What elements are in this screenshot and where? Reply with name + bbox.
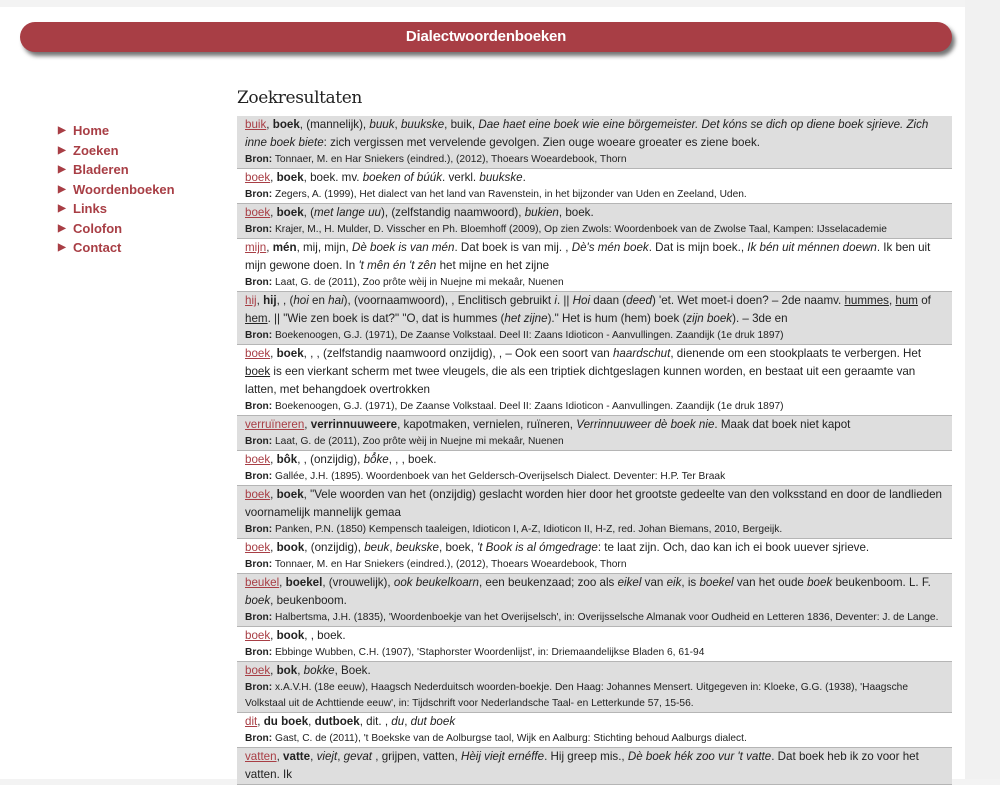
source-text: x.A.V.H. (18e eeuw), Haagsch Nederduitsch woorden-boekje. Den Haag: Johannes Mensert. Uitgegeven in: Kloeke, G.G. (1938), 'Haagsche Volkstaal uit de Achttiende eeuw', in: Tijdschrift voor Nederlandsche Taal- en Letterkunde 57, 15-56. — [245, 682, 908, 709]
entry-source — [245, 222, 944, 238]
triangle-right-icon: ▶ — [58, 144, 66, 156]
site-banner[interactable] — [20, 22, 952, 52]
entry-text-segment: , beukenboom. — [270, 594, 347, 607]
italic-text: Hoi — [572, 294, 591, 307]
entry-link[interactable]: beukel — [245, 576, 280, 589]
entry-text — [245, 416, 944, 434]
italic-text: Dè boek hék zoo vur 't vatte — [627, 750, 772, 763]
source-text: Krajer, M., H. Mulder, D. Visscher en Ph. Bloemhoff (2009), Op zien Zwols: Woordenboek van de Zwolse Taal, Kampen: IJsselacademie — [275, 224, 887, 235]
entry-text-segment: , , ( — [276, 294, 294, 307]
page-title: Zoekresultaten — [237, 88, 362, 108]
search-results — [237, 116, 952, 785]
result-entry — [237, 292, 952, 345]
entry-text-segment: . Hij greep mis., — [544, 750, 628, 763]
source-text: Zegers, A. (1999), Het dialect van het land van Ravenstein, in het bijzonder van Uden en Zeeland, Uden. — [275, 189, 747, 200]
dialect-word: vatte — [283, 750, 311, 763]
entry-text-segment: , — [308, 715, 315, 728]
entry-text-segment: , — [304, 418, 311, 431]
nav-item-colofon[interactable] — [58, 219, 175, 239]
nav-item-label[interactable]: Contact — [73, 240, 122, 256]
italic-text: boeken of búúk — [362, 171, 443, 184]
entry-text-segment: ), (zelfstandig naamwoord), — [381, 206, 525, 219]
italic-text: Dè boek is van mén — [351, 241, 455, 254]
entry-link[interactable]: verruïneren — [245, 418, 305, 431]
entry-text-segment: , (onzijdig), — [304, 541, 365, 554]
entry-text-segment: , — [256, 294, 264, 307]
source-label: Bron: — [245, 682, 273, 693]
entry-text — [245, 451, 944, 469]
source-text: Laat, G. de (2011), Zoo prôte wèij in Nuejne mi mekaâr, Nuenen — [275, 277, 564, 288]
dialect-word: bôk — [276, 453, 298, 466]
italic-text: Hèij viejt ernéffe — [460, 750, 545, 763]
italic-text: Verrinnuuweer dè boek nie — [576, 418, 715, 431]
underlined-text: hummes — [844, 294, 889, 307]
entry-text-segment: : te laat zijn. Och, dao kan ich ei book uuever sjrieve. — [597, 541, 870, 554]
entry-text-segment: . Dat is mijn boek., — [648, 241, 748, 254]
underlined-text: hem — [245, 312, 268, 325]
italic-text: boekel — [699, 576, 734, 589]
entry-text-segment: . Dat boek heb ik zo voor het vatten. Ik — [245, 750, 919, 781]
entry-text — [245, 574, 944, 610]
triangle-right-icon: ▶ — [58, 203, 66, 215]
nav-item-contact[interactable] — [58, 238, 175, 258]
entry-text-segment: , — [404, 715, 411, 728]
entry-link[interactable]: mijn — [245, 241, 267, 254]
entry-text-segment: , is — [681, 576, 700, 589]
entry-text-segment: , — [394, 118, 401, 131]
source-label: Bron: — [245, 647, 273, 658]
entry-text-segment: , — [270, 488, 277, 501]
nav-item-home[interactable] — [58, 121, 175, 141]
entry-text-segment: , — [270, 453, 277, 466]
entry-text-segment: van het oude — [733, 576, 808, 589]
entry-link[interactable]: boek — [245, 171, 271, 184]
entry-text-segment: , een beukenzaad; zoo als — [478, 576, 618, 589]
entry-source — [245, 328, 944, 344]
italic-text: met lange uu — [313, 206, 382, 219]
entry-text-segment: , , , boek. — [388, 453, 437, 466]
dialect-word: boek — [272, 118, 300, 131]
dialect-word: boek — [276, 488, 304, 501]
entry-text — [245, 662, 944, 680]
entry-link[interactable]: boek — [245, 541, 271, 554]
nav-item-label[interactable]: Bladeren — [73, 162, 129, 178]
source-label: Bron: — [245, 224, 273, 235]
entry-text-segment: beukenboom. L. F. — [832, 576, 931, 589]
dialect-word: mén — [272, 241, 297, 254]
entry-text-segment: . Maak dat boek niet kapot — [714, 418, 851, 431]
entry-text-segment: , — [337, 750, 344, 763]
entry-text-segment: . Ik ben uit mijn gewone doen. In — [245, 241, 931, 272]
result-entry — [237, 239, 952, 292]
scrollbar-track[interactable] — [965, 0, 1000, 779]
entry-text — [245, 116, 944, 152]
entry-text-segment: , — [270, 629, 277, 642]
triangle-right-icon: ▶ — [58, 242, 66, 254]
entry-text — [245, 204, 944, 222]
sidebar-nav — [58, 121, 175, 258]
entry-text-segment: . — [522, 171, 526, 184]
underlined-text: hum — [895, 294, 918, 307]
entry-text-segment: , , (onzijdig), — [297, 453, 364, 466]
entry-text-segment: , (vrouwelijk), — [322, 576, 394, 589]
entry-text — [245, 539, 944, 557]
italic-text: bô̊ke — [363, 453, 389, 466]
entry-text-segment: ) 'et. Wet moet-i doen? – 2de naamv. — [651, 294, 845, 307]
entry-source — [245, 557, 944, 573]
italic-text: boek — [245, 594, 271, 607]
dialect-word: boek — [276, 206, 304, 219]
source-text: Laat, G. de (2011), Zoo prôte wèij in Nuejne mi mekaâr, Nuenen — [275, 436, 564, 447]
entry-link[interactable]: boek — [245, 488, 271, 501]
entry-text-segment: , buik, — [444, 118, 479, 131]
source-label: Bron: — [245, 733, 273, 744]
italic-text: bukien — [524, 206, 559, 219]
entry-text-segment: daan ( — [590, 294, 627, 307]
source-text: Tonnaer, M. en Har Sniekers (eindred.), (2012), Thoears Woeardebook, Thorn — [274, 154, 627, 165]
entry-source — [245, 731, 944, 747]
entry-link[interactable]: boek — [245, 664, 271, 677]
entry-text-segment: , kapotmaken, vernielen, ruïneren, — [397, 418, 577, 431]
result-entry — [237, 204, 952, 239]
entry-text-segment: , — [276, 750, 284, 763]
entry-link[interactable]: dit — [245, 715, 258, 728]
italic-text: Dae haet eine boek wie eine börgemeister. Det kóns se dich op diene boek sjrieve. Zich inne boek biete — [245, 118, 929, 149]
italic-text: Dè's mén boek — [571, 241, 649, 254]
entry-text-segment: , mij, mijn, — [296, 241, 352, 254]
source-label: Bron: — [245, 330, 273, 341]
entry-text-segment: , — [310, 750, 317, 763]
nav-item-label[interactable]: Woordenboeken — [73, 181, 175, 197]
entry-link[interactable]: vatten — [245, 750, 277, 763]
entry-text-segment: , — [270, 541, 277, 554]
italic-text: ook beukelkoarn — [393, 576, 479, 589]
entry-source — [245, 275, 944, 291]
nav-item-label[interactable]: Home — [73, 123, 110, 139]
underlined-text: boek — [245, 365, 271, 378]
source-label: Bron: — [245, 277, 273, 288]
source-text: Boekenoogen, G.J. (1971), De Zaanse Volkstaal. Deel II: Zaans Idioticon - Aanvullingen. Zaandijk (1e druk 1897) — [275, 401, 784, 412]
source-label: Bron: — [245, 524, 273, 535]
result-entry — [237, 539, 952, 574]
entry-link[interactable]: boek — [245, 629, 271, 642]
source-label: Bron: — [245, 471, 273, 482]
entry-text-segment: ). – 3de en — [732, 312, 788, 325]
result-entry — [237, 627, 952, 662]
entry-text-segment: . Dat boek is van mij. , — [454, 241, 572, 254]
italic-text: buukske — [400, 118, 445, 131]
entry-text-segment: , grijpen, vatten, — [372, 750, 461, 763]
entry-source — [245, 434, 944, 450]
italic-text: Ik bén uit ménnen doewn — [747, 241, 877, 254]
result-entry — [237, 662, 952, 713]
entry-text — [245, 169, 944, 187]
source-label: Bron: — [245, 189, 273, 200]
italic-text: gevat — [343, 750, 373, 763]
entry-source — [245, 152, 944, 168]
result-entry — [237, 748, 952, 785]
nav-item-label[interactable]: Links — [73, 201, 107, 217]
italic-text: i — [554, 294, 557, 307]
dialect-word: boek — [276, 171, 304, 184]
entry-text-segment: , boek, — [439, 541, 478, 554]
entry-text-segment: )." Het is hum (hem) boek ( — [547, 312, 687, 325]
source-text: Ebbinge Wubben, C.H. (1907), 'Staphorster Woordenlijst', in: Driemaandelijkse Bladen 6, 61-94 — [275, 647, 705, 658]
nav-item-zoeken[interactable] — [58, 141, 175, 161]
entry-text-segment: , ( — [303, 206, 314, 219]
source-text: Gast, C. de (2011), 't Boekske van de Aolburgse taol, Wijk en Aalburg: Stichting behoud Aalburgs dialect. — [275, 733, 747, 744]
entry-text-segment: . verkl. — [442, 171, 480, 184]
source-text: Panken, P.N. (1850) Kempensch taaleigen, Idioticon I, A-Z, Idioticon II, H-Z, red. Johan Biemans, 2010, Bergeijk. — [275, 524, 783, 535]
italic-text: haardschut — [612, 347, 671, 360]
italic-text: viejt — [316, 750, 338, 763]
result-entry — [237, 486, 952, 539]
entry-text — [245, 292, 944, 328]
triangle-right-icon: ▶ — [58, 183, 66, 195]
entry-link[interactable]: hij — [245, 294, 257, 307]
entry-text-segment: , — [266, 241, 273, 254]
entry-text-segment: , dienende om een stookplaats te verbergen. Het — [670, 347, 922, 360]
entry-text-segment: van — [641, 576, 667, 589]
entry-text — [245, 627, 944, 645]
dialect-word: book — [276, 629, 305, 642]
italic-text: buuk — [369, 118, 395, 131]
source-text: Boekenoogen, G.J. (1971), De Zaanse Volkstaal. Deel II: Zaans Idioticon - Aanvullingen. Zaandijk (1e druk 1897) — [275, 330, 784, 341]
italic-text: het zijne — [504, 312, 548, 325]
entry-text-segment: , — [279, 576, 286, 589]
source-text: Tonnaer, M. en Har Sniekers (eindred.), (2012), Thoears Woeardebook, Thorn — [274, 559, 627, 570]
source-label: Bron: — [245, 154, 273, 165]
nav-item-bladeren[interactable] — [58, 160, 175, 180]
entry-text-segment: en — [308, 294, 329, 307]
result-entry — [237, 713, 952, 748]
site-title[interactable]: Dialectwoordenboeken — [405, 28, 567, 45]
result-entry — [237, 116, 952, 169]
result-entry — [237, 169, 952, 204]
dialect-word: hij — [263, 294, 277, 307]
dialect-word: verrinnuuweere — [310, 418, 398, 431]
entry-text-segment: , Boek. — [334, 664, 371, 677]
italic-text: beuk — [364, 541, 390, 554]
entry-link[interactable]: boek — [245, 453, 271, 466]
entry-text — [245, 345, 944, 399]
source-label: Bron: — [245, 559, 273, 570]
dialect-word: dutboek — [314, 715, 360, 728]
entry-source — [245, 610, 944, 626]
italic-text: buukske — [479, 171, 523, 184]
triangle-right-icon: ▶ — [58, 164, 66, 176]
entry-text-segment: , — [270, 347, 277, 360]
entry-link[interactable]: boek — [245, 206, 271, 219]
entry-text — [245, 486, 944, 522]
italic-text: 't Book is al ómgedrage — [477, 541, 598, 554]
triangle-right-icon: ▶ — [58, 222, 66, 234]
result-entry — [237, 416, 952, 451]
result-entry — [237, 345, 952, 416]
result-entry — [237, 451, 952, 486]
entry-source — [245, 645, 944, 661]
entry-text-segment: , — [297, 664, 304, 677]
entry-text-segment: , — [389, 541, 396, 554]
result-entry — [237, 574, 952, 627]
entry-text-segment: , "Vele woorden van het (onzijdig) geslacht worden hier door het grootste gedeelte van den volksstand en door de landlieden voornamelijk mannelijk gemaa — [245, 488, 942, 519]
nav-item-label[interactable]: Zoeken — [73, 142, 119, 158]
entry-text-segment: , — [257, 715, 264, 728]
nav-item-woordenboeken[interactable] — [58, 180, 175, 200]
entry-text-segment: . || — [556, 294, 573, 307]
entry-text-segment: , , , (zelfstandig naamwoord onzijdig), , – Ook een soort van — [303, 347, 613, 360]
entry-text-segment: , — [888, 294, 896, 307]
entry-source — [245, 187, 944, 203]
entry-source — [245, 399, 944, 415]
dialect-word: bok — [276, 664, 298, 677]
italic-text: bokke — [303, 664, 335, 677]
entry-link[interactable]: buik — [245, 118, 267, 131]
entry-text-segment: , dit. , — [359, 715, 392, 728]
entry-text-segment: , boek. — [558, 206, 594, 219]
italic-text: du — [391, 715, 405, 728]
entry-text-segment: , — [270, 171, 277, 184]
italic-text: zijn boek — [686, 312, 733, 325]
italic-text: eik — [666, 576, 682, 589]
source-label: Bron: — [245, 436, 273, 447]
entry-link[interactable]: boek — [245, 347, 271, 360]
dialect-word: boek — [276, 347, 304, 360]
italic-text: deed — [626, 294, 652, 307]
italic-text: hoi — [293, 294, 309, 307]
entry-text — [245, 713, 944, 731]
source-label: Bron: — [245, 612, 273, 623]
italic-text: beukske — [395, 541, 439, 554]
italic-text: boek — [807, 576, 833, 589]
entry-text-segment: , (mannelijk), — [299, 118, 370, 131]
dialect-word: du boek — [263, 715, 309, 728]
italic-text: 't mên én 't zên — [358, 259, 437, 272]
italic-text: dut boek — [410, 715, 456, 728]
source-text: Gallée, J.H. (1895). Woordenboek van het Geldersch-Overijselsch Dialect. Deventer: H.P. Ter Braak — [275, 471, 726, 482]
nav-item-label[interactable]: Colofon — [73, 220, 123, 236]
entry-text-segment: , — [266, 118, 273, 131]
entry-text-segment: , , boek. — [304, 629, 346, 642]
entry-text-segment: of — [917, 294, 931, 307]
triangle-right-icon: ▶ — [58, 125, 66, 137]
nav-item-links[interactable] — [58, 199, 175, 219]
dialect-word: book — [276, 541, 305, 554]
dialect-word: boekel — [285, 576, 323, 589]
source-label: Bron: — [245, 401, 273, 412]
entry-text-segment: ), (voornaamwoord), , Enclitisch gebruikt — [343, 294, 555, 307]
entry-text-segment: is een vierkant scherm met twee vleugels, die als een triptiek dichtgeslagen kunnen worden, en bestaat uit een geraamte van latten, met behangdoek overtrokken — [245, 365, 916, 396]
italic-text: eikel — [617, 576, 642, 589]
entry-text-segment: het mijne en het zijne — [436, 259, 550, 272]
entry-source — [245, 469, 944, 485]
entry-text-segment: , — [270, 206, 277, 219]
entry-text-segment: : zich vergissen met vervelende gevolgen. Zien ouge woeare groeater es ziene boek. — [323, 136, 760, 149]
entry-source — [245, 680, 944, 712]
source-text: Halbertsma, J.H. (1835), 'Woordenboekje van het Overijselsch', in: Overijsselsche Almanak voor Oudheid en Letteren 1836, Deventer: J. de Lange. — [275, 612, 939, 623]
entry-source — [245, 522, 944, 538]
italic-text: hai — [328, 294, 344, 307]
entry-text-segment: , — [270, 664, 277, 677]
entry-text — [245, 239, 944, 275]
entry-text-segment: . || "Wie zen boek is dat?" "O, dat is hummes ( — [267, 312, 505, 325]
entry-text-segment: , boek. mv. — [303, 171, 363, 184]
